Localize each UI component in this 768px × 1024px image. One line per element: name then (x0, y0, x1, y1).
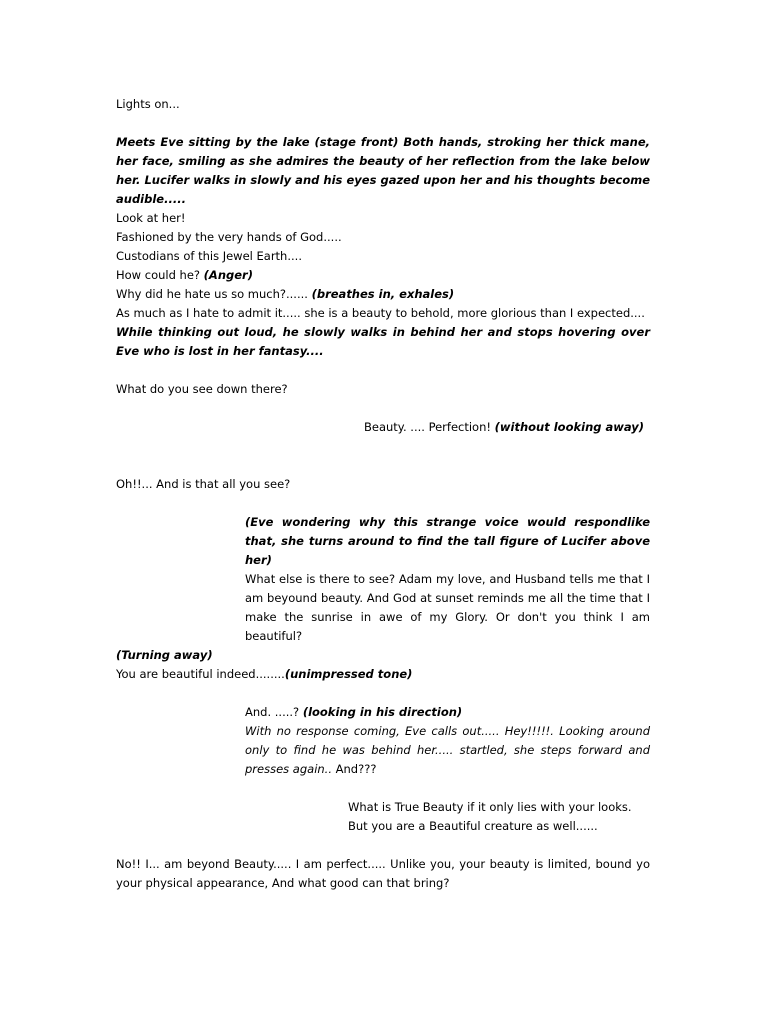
eve-line (364, 418, 644, 437)
eve-line: But you are a Beautiful creature as well...... (348, 819, 598, 833)
monologue-line: Look at her! (116, 211, 186, 225)
eve-line: What is True Beauty if it only lies with your looks. (348, 800, 632, 814)
intro-direction: Meets Eve sitting by the lake (stage front) Both hands, stroking her thick mane, her face, smiling as she admires the beauty of her reflection from the lake below her. Lucifer walks in slowly and his eyes gazed upon her and his thoughts become audible..... (116, 135, 650, 206)
stage-direction: (Anger) (203, 268, 253, 282)
lucifer-line: No!! I... am beyond Beauty..... I am perfect..... Unlike you, your beauty is limited, bound yo your physical appearance, And what good can that bring? (116, 857, 650, 890)
monologue-line: As much as I hate to admit it..... she is a beauty to behold, more glorious than I expected.... (116, 306, 645, 320)
lucifer-line (116, 665, 412, 684)
lucifer-line: What do you see down there? (116, 382, 288, 396)
eve-line: What else is there to see? Adam my love, and Husband tells me that I am beyound beauty. And God at sunset reminds me all the time that I make the sunrise in awe of my Glory. Or don't you think I am beautiful? (245, 572, 650, 643)
line-text: And. .....? (245, 705, 303, 719)
lucifer-monologue (116, 209, 650, 361)
stage-direction: (looking in his direction) (302, 705, 463, 719)
scene-heading: Lights on... (116, 97, 180, 111)
line-text: Beauty. .... Perfection! (364, 420, 495, 434)
line-text: And??? (332, 762, 377, 776)
stage-direction: While thinking out loud, he slowly walks in behind her and stops hovering over Eve who is lost in her fantasy.... (116, 325, 650, 358)
stage-direction: With no response coming, Eve calls out..... Hey!!!!!. Looking around only to find he was behind her..... startled, she steps forward and presses again.. (245, 724, 650, 776)
stage-direction: (unimpressed tone) (284, 667, 413, 681)
lucifer-line: Oh!!... And is that all you see? (116, 477, 291, 491)
stage-direction: (Eve wondering why this strange voice would respondlike that, she turns around to find the tall figure of Lucifer above her) (245, 515, 650, 567)
monologue-line: Fashioned by the very hands of God..... (116, 230, 342, 244)
stage-direction: (breathes in, exhales) (311, 287, 455, 301)
monologue-line (116, 266, 650, 285)
stage-direction: (Turning away) (116, 648, 213, 662)
eve-action (245, 722, 650, 779)
eve-line (245, 703, 462, 722)
line-text: How could he? (116, 268, 204, 282)
line-text: Why did he hate us so much?...... (116, 287, 312, 301)
monologue-line (116, 285, 650, 304)
stage-direction: (without looking away) (494, 420, 645, 434)
monologue-line: Custodians of this Jewel Earth.... (116, 249, 302, 263)
line-text: You are beautiful indeed........ (116, 667, 285, 681)
